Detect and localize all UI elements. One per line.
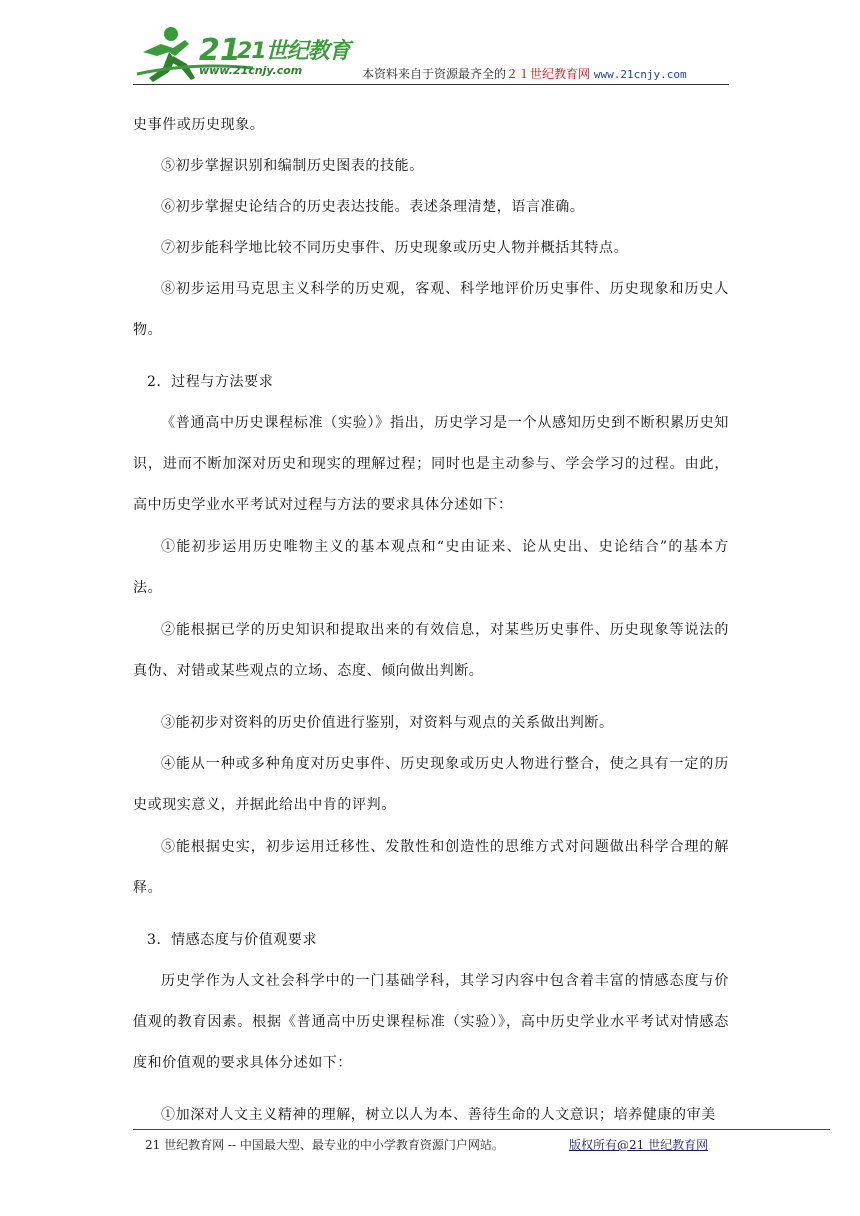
section-heading: 3．情感态度与价值观要求 — [147, 932, 318, 948]
paragraph: ①能初步运用历史唯物主义的基本观点和“史由证来、论从史出、史论结合”的基本方法。 — [133, 539, 729, 596]
logo-url: www.21cnjy.com — [199, 64, 303, 77]
paragraph: ①加深对人文主义精神的理解，树立以人为本、善待生命的人文意识；培养健康的审美 — [161, 1107, 716, 1123]
paragraph: 《普通高中历史课程标准（实验）》指出，历史学习是一个从感知历史到不断积累历史知识，进而不断加深对历史和现实的理解过程；同时也是主动参与、学会学习的过程。由此，高中历史学业水平考试对过程与方法的要求具体分述如下： — [133, 415, 729, 513]
footer-text: 21 世纪教育网 -- 中国最大型、最专业的中小学教育资源门户网站。 — [145, 1138, 504, 1152]
paragraph: ⑤初步掌握识别和编制历史图表的技能。 — [161, 158, 424, 174]
header-note — [362, 66, 687, 83]
page-header — [0, 0, 860, 90]
header-note-url[interactable]: www.21cnjy.com — [593, 68, 687, 81]
paragraph: ⑥初步掌握史论结合的历史表达技能。表述条理清楚，语言准确。 — [161, 199, 585, 215]
paragraph: ⑧初步运用马克思主义科学的历史观，客观、科学地评价历史事件、历史现象和历史人物。 — [133, 281, 729, 338]
logo-text: 21世纪教育 — [237, 39, 350, 64]
section-heading: 2．过程与方法要求 — [147, 374, 274, 390]
header-divider — [133, 84, 729, 85]
paragraph: 史事件或历史现象。 — [133, 117, 265, 133]
paragraph: ④能从一种或多种角度对历史事件、历史现象或历史人物进行整合，使之具有一定的历史或现实意义，并据此给出中肯的评判。 — [133, 756, 729, 813]
header-note-prefix: 本资料来自于资源最齐全的 — [362, 67, 507, 81]
logo-number: 21 — [199, 33, 241, 68]
document-body — [133, 115, 729, 1125]
paragraph: ⑦初步能科学地比较不同历史事件、历史现象或历史人物并概括其特点。 — [161, 240, 629, 256]
page-footer — [145, 1137, 745, 1153]
site-logo[interactable] — [133, 22, 350, 86]
copyright-link[interactable]: 版权所有@21 世纪教育网 — [569, 1138, 709, 1152]
footer-divider — [133, 1129, 830, 1130]
paragraph: ②能根据已学的历史知识和提取出来的有效信息，对某些历史事件、历史现象等说法的真伪、对错或某些观点的立场、态度、倾向做出判断。 — [133, 622, 729, 679]
paragraph: ③能初步对资料的历史价值进行鉴别，对资料与观点的关系做出判断。 — [161, 715, 614, 731]
header-note-brand[interactable]: ２１世纪教育网 — [506, 67, 591, 81]
paragraph: ⑤能根据史实，初步运用迁移性、发散性和创造性的思维方式对问题做出科学合理的解释。 — [133, 839, 729, 896]
paragraph: 历史学作为人文社会科学中的一门基础学科，其学习内容中包含着丰富的情感态度与价值观的教育因素。根据《普通高中历史课程标准（实验）》，高中历史学业水平考试对情感态度和价值观的要求具体分述如下： — [133, 973, 729, 1071]
